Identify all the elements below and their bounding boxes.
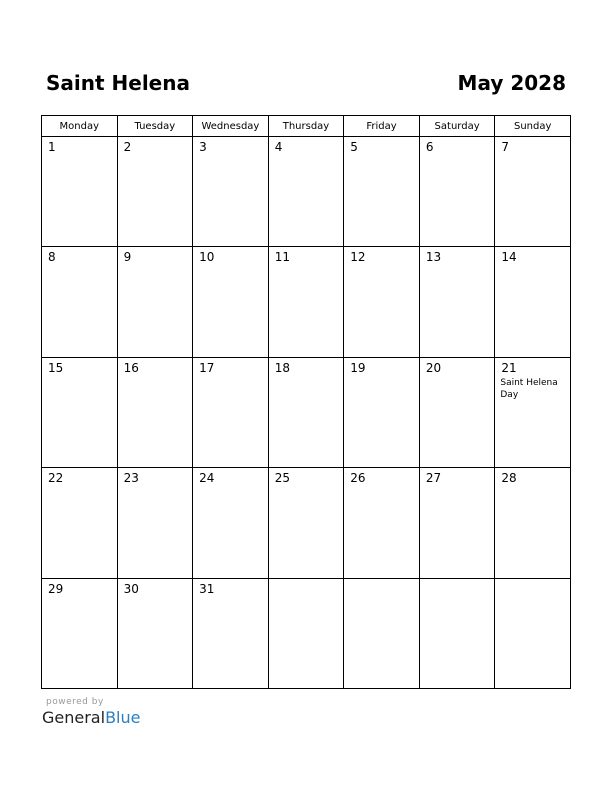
day-number: 6 <box>425 140 434 154</box>
holiday-label: Saint Helena Day <box>500 377 558 400</box>
generalblue-logo <box>42 697 140 728</box>
day-number: 15 <box>48 360 64 375</box>
day-cell <box>344 578 420 688</box>
weekday-header: Saturday <box>419 116 495 137</box>
day-cell <box>117 357 193 467</box>
powered-by-label: powered by <box>46 697 104 707</box>
day-number: 26 <box>350 471 366 486</box>
day-cell <box>42 357 118 467</box>
day-cell <box>268 137 344 247</box>
day-cell <box>419 357 495 467</box>
day-cell <box>193 357 269 467</box>
day-number: 18 <box>274 360 290 375</box>
day-number: 3 <box>199 140 207 154</box>
brand-name-blue: Blue <box>105 708 141 727</box>
day-cell <box>344 357 420 467</box>
day-cell <box>42 578 118 688</box>
day-number: 17 <box>199 360 215 375</box>
week-row <box>42 578 571 688</box>
day-cell <box>419 468 495 578</box>
calendar-country-title: Saint Helena <box>46 71 190 95</box>
brand-name-general: General <box>42 708 106 727</box>
day-cell <box>268 247 344 357</box>
day-number: 8 <box>48 250 56 265</box>
day-cell <box>344 468 420 578</box>
day-number: 25 <box>274 471 290 486</box>
day-cell <box>268 468 344 578</box>
day-cell <box>495 578 571 688</box>
day-cell <box>344 137 420 247</box>
day-number: 12 <box>350 250 366 265</box>
day-number: 19 <box>350 360 366 375</box>
day-cell <box>42 247 118 357</box>
day-cell <box>419 247 495 357</box>
weekday-header-row <box>42 116 571 137</box>
day-cell <box>344 247 420 357</box>
day-number: 1 <box>48 140 56 154</box>
day-cell <box>419 137 495 247</box>
day-number: 23 <box>123 471 139 486</box>
week-row <box>42 137 571 247</box>
weekday-header: Friday <box>344 116 420 137</box>
day-number: 16 <box>123 360 139 375</box>
day-number: 10 <box>199 250 215 265</box>
weekday-header: Sunday <box>495 116 571 137</box>
day-cell <box>193 468 269 578</box>
day-cell <box>193 247 269 357</box>
day-number: 29 <box>48 581 64 596</box>
day-number: 21 <box>501 360 517 375</box>
week-row <box>42 468 571 578</box>
day-cell <box>495 468 571 578</box>
day-number: 20 <box>425 360 442 375</box>
day-number: 27 <box>425 471 442 486</box>
day-cell <box>495 137 571 247</box>
day-number: 2 <box>123 140 132 154</box>
weekday-header: Monday <box>42 116 118 137</box>
day-number: 11 <box>274 250 290 265</box>
day-number: 4 <box>274 140 283 154</box>
day-number: 7 <box>501 140 510 154</box>
day-cell <box>495 357 571 467</box>
day-cell <box>268 578 344 688</box>
day-cell <box>42 468 118 578</box>
day-number: 9 <box>123 250 132 265</box>
month-calendar-grid <box>41 115 571 689</box>
day-cell <box>193 578 269 688</box>
day-number: 22 <box>48 471 64 486</box>
weekday-header: Wednesday <box>193 116 269 137</box>
day-cell <box>193 137 269 247</box>
day-number: 14 <box>501 250 517 265</box>
day-number: 28 <box>501 471 517 486</box>
day-cell <box>117 247 193 357</box>
weekday-header: Thursday <box>268 116 344 137</box>
brand-name <box>42 708 140 728</box>
day-cell <box>42 137 118 247</box>
week-row <box>42 357 571 467</box>
day-number: 31 <box>199 581 215 596</box>
weekday-header: Tuesday <box>117 116 193 137</box>
day-cell <box>268 357 344 467</box>
day-cell <box>495 247 571 357</box>
day-number: 30 <box>123 581 139 596</box>
week-row <box>42 247 571 357</box>
day-cell <box>117 137 193 247</box>
day-cell <box>117 578 193 688</box>
day-number: 13 <box>425 250 442 265</box>
day-cell <box>117 468 193 578</box>
day-number: 24 <box>199 471 215 486</box>
day-cell <box>419 578 495 688</box>
day-number: 5 <box>350 140 358 154</box>
calendar-month-title: May 2028 <box>457 71 566 95</box>
